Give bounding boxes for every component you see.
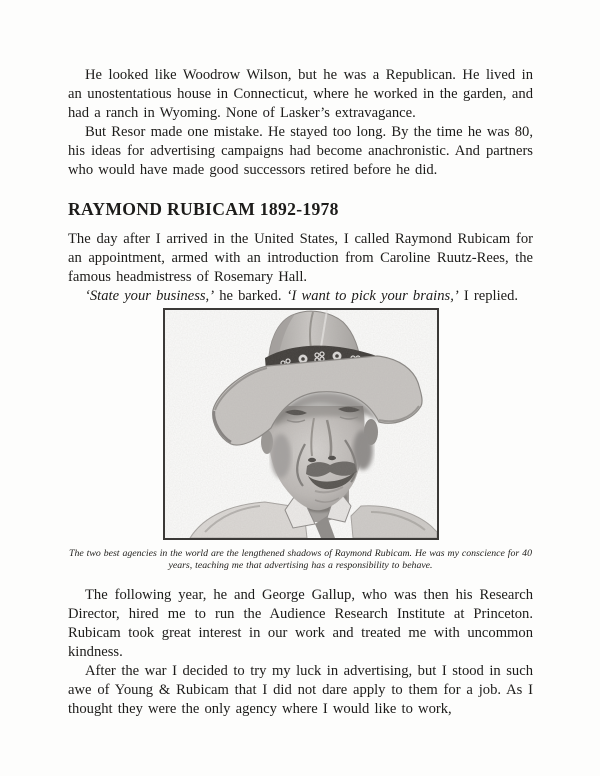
portrait-figure xyxy=(68,308,533,543)
portrait-frame xyxy=(163,308,439,540)
paragraph-gallup: The following year, he and George Gallup, who was then his Research Director, hired me to run the Audience Research Institute at Princeton. Rubicam took great interest in our work and treated me with uncommon kindness. xyxy=(68,587,533,660)
paragraph-after-war: After the war I decided to try my luck in advertising, but I stood in such awe of Young & Rubicam that I did not dare apply to them for a job. As I thought they were the only agency where I would like to work, xyxy=(68,663,533,717)
portrait-image xyxy=(165,310,437,538)
section-heading: RAYMOND RUBICAM 1892-1978 xyxy=(68,199,339,219)
paragraph-resor-2: But Resor made one mistake. He stayed too long. By the time he was 80, his ideas for advertising campaigns had become anachronistic. And partners who would have made good successors retired before he did. xyxy=(68,124,533,178)
quote-italic-1: ‘State your business,’ xyxy=(85,288,215,304)
paragraph-resor-1: He looked like Woodrow Wilson, but he was a Republican. He lived in an unostentatious house in Connecticut, where he worked in the garden, and had a ranch in Wyoming. None of Lasker’s extravagance. xyxy=(68,67,533,121)
figure-caption: The two best agencies in the world are the lengthened shadows of Raymond Rubicam. He was my conscience for 40 years, teaching me that advertising has a responsibility to behave. xyxy=(69,548,532,571)
quote-roman-2: I replied. xyxy=(458,288,519,304)
paragraph-rubicam-intro: The day after I arrived in the United States, I called Raymond Rubicam for an appointment, armed with an introduction from Caroline Ruutz-Rees, the famous headmistress of Rosemary Hall. xyxy=(68,231,533,285)
quote-italic-2: ‘I want to pick your brains,’ xyxy=(286,288,459,304)
quote-line xyxy=(68,287,533,306)
quote-roman-1: he barked. xyxy=(214,288,287,304)
